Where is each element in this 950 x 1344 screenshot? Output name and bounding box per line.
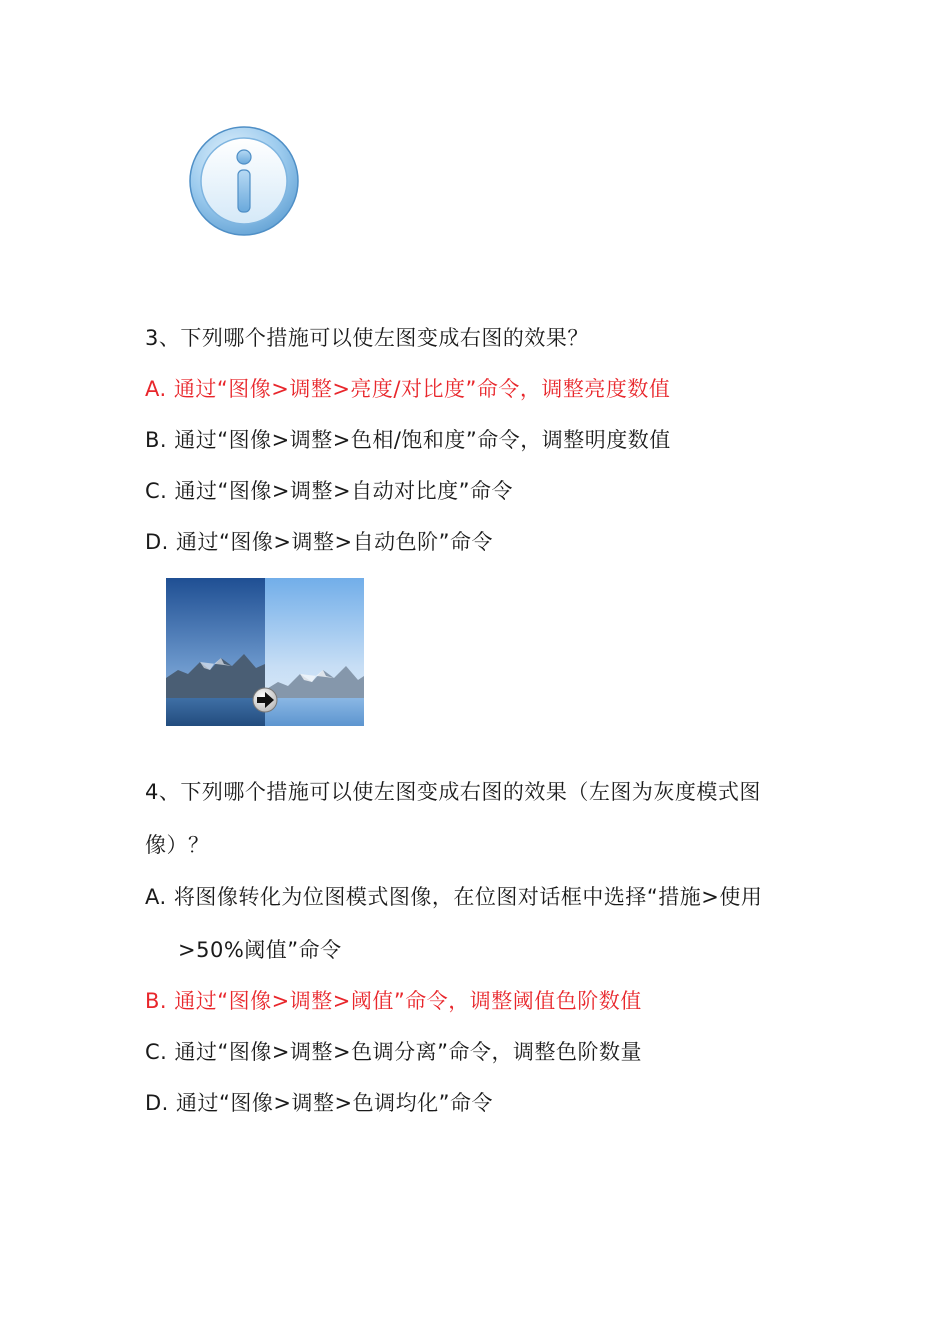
q4-option-a-continued: >50%阈值”命令: [178, 938, 342, 962]
option-letter: C.: [145, 479, 168, 503]
q4-option-c[interactable]: [145, 1038, 642, 1066]
q4-question-line1: 4、下列哪个措施可以使左图变成右图的效果（左图为灰度模式图: [145, 780, 761, 804]
arrow-right-icon: [253, 688, 277, 712]
option-letter: C.: [145, 1040, 168, 1064]
q3-option-d[interactable]: [145, 528, 493, 556]
option-letter: D.: [145, 1091, 169, 1115]
option-text: 通过“图像>调整>亮度/对比度”命令，调整亮度数值: [173, 377, 671, 401]
q4-option-d[interactable]: [145, 1089, 493, 1117]
option-text: 通过“图像>调整>自动色阶”命令: [176, 530, 493, 554]
before-after-photo: [166, 578, 364, 726]
option-letter: D.: [145, 530, 169, 554]
q3-option-a[interactable]: [145, 375, 670, 403]
option-text: 通过“图像>调整>自动对比度”命令: [174, 479, 513, 503]
option-text: 通过“图像>调整>阈值”命令，调整阈值色阶数值: [174, 989, 642, 1013]
option-letter: A.: [145, 885, 167, 909]
option-text: 将图像转化为位图模式图像，在位图对话框中选择“措施>使用: [173, 885, 763, 909]
option-text: 通过“图像>调整>色相/饱和度”命令，调整明度数值: [174, 428, 671, 452]
q3-option-b[interactable]: [145, 426, 671, 454]
q3-question: 3、下列哪个措施可以使左图变成右图的效果？: [145, 326, 589, 350]
info-icon: [188, 125, 300, 237]
option-letter: B.: [145, 428, 168, 452]
option-letter: A.: [145, 377, 167, 401]
q4-option-b[interactable]: [145, 987, 642, 1015]
q4-question-line2: 像）？: [145, 833, 210, 857]
q4-option-a[interactable]: [145, 883, 762, 911]
option-text: 通过“图像>调整>色调均化”命令: [176, 1091, 493, 1115]
option-text: 通过“图像>调整>色调分离”命令，调整色阶数量: [174, 1040, 642, 1064]
option-letter: B.: [145, 989, 168, 1013]
q3-option-c[interactable]: [145, 477, 513, 505]
